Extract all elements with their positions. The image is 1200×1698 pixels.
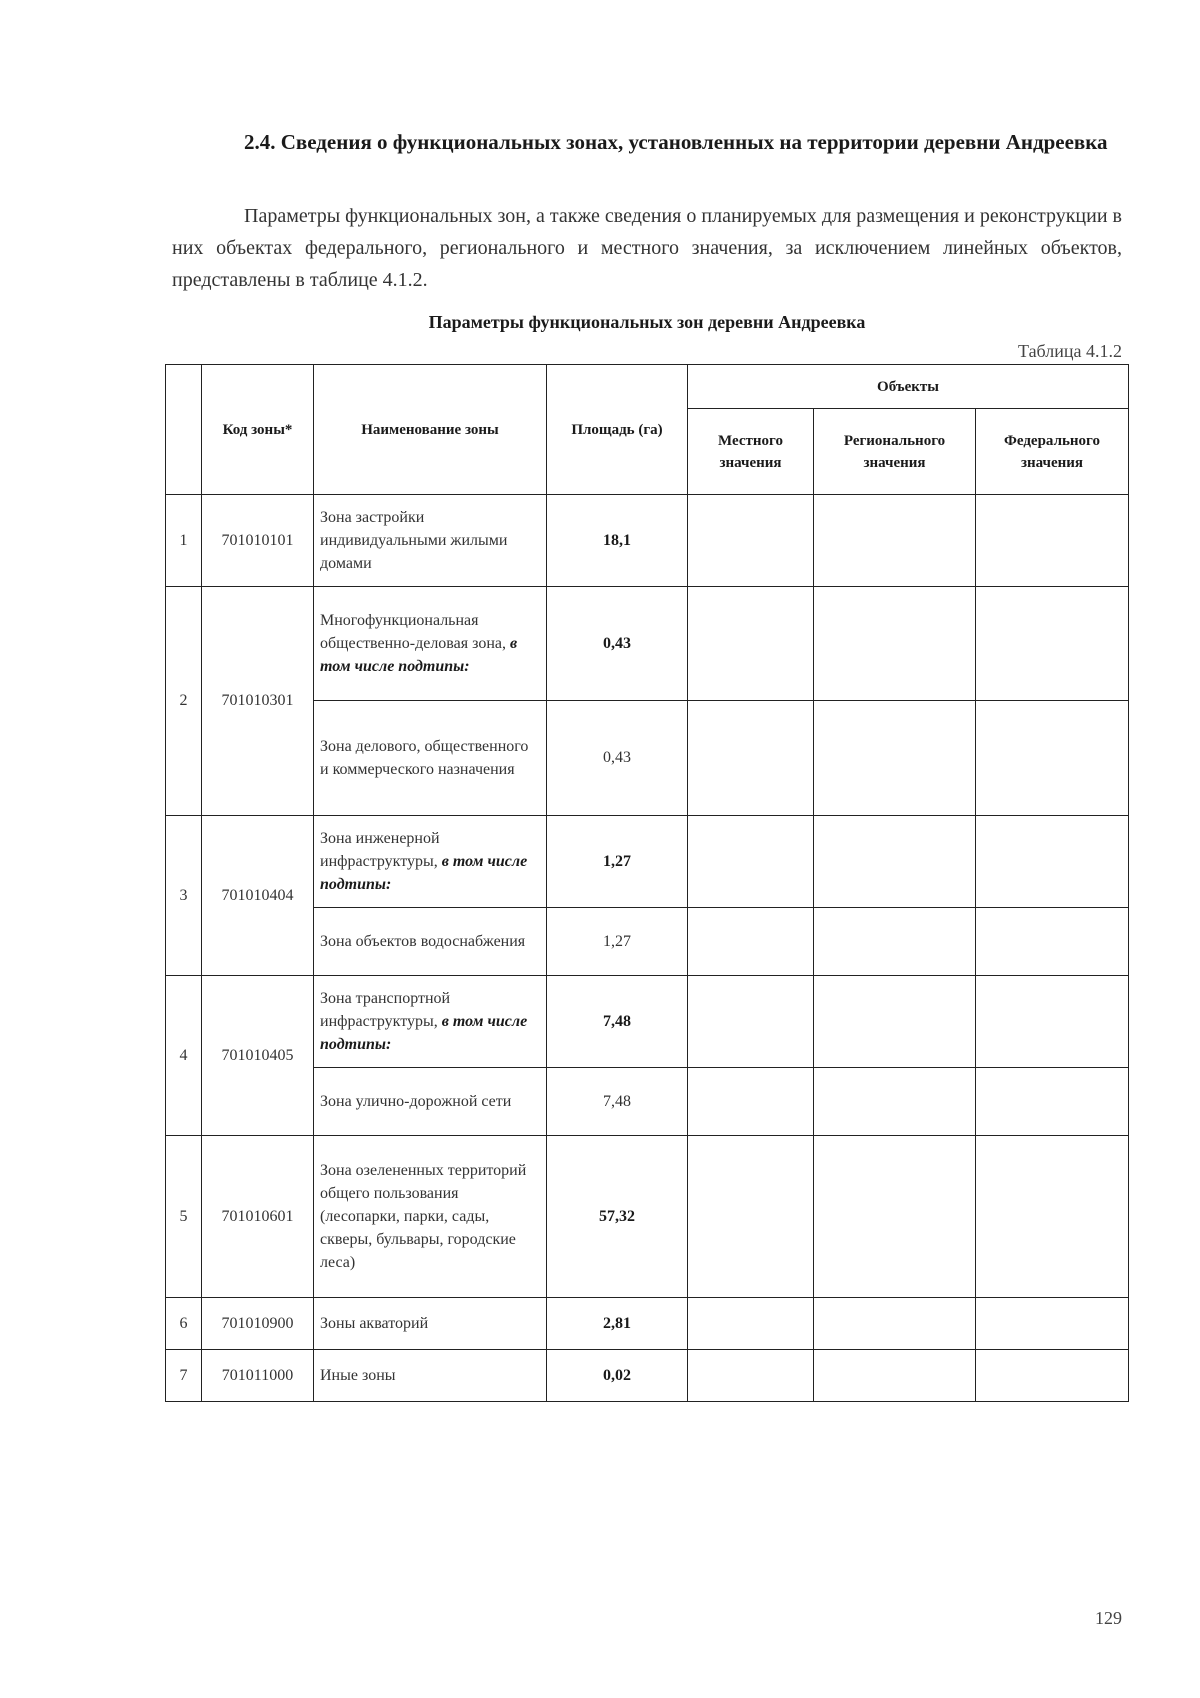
objects-federal-cell [976,1350,1129,1402]
zone-name-text: Зона инженерной инфраструктуры, [320,830,440,870]
zone-code: 701010900 [202,1298,314,1350]
zone-code: 701010405 [202,976,314,1136]
objects-local-cell [688,1298,814,1350]
zone-name [314,816,547,908]
table-row [166,1298,1129,1350]
objects-regional-cell [814,587,976,701]
objects-local-cell [688,587,814,701]
header-number [166,365,202,495]
table-title: Параметры функциональных зон деревни Андреевка [428,312,866,332]
table-row [166,976,1129,1068]
zone-area: 0,02 [547,1350,688,1402]
zone-code: 701011000 [202,1350,314,1402]
subtype-note: в том числе подтипы: [320,635,518,675]
objects-federal-cell [976,816,1129,908]
objects-regional-cell [814,908,976,976]
row-number: 4 [166,976,202,1136]
objects-regional-cell [814,701,976,816]
zone-code: 701010301 [202,587,314,816]
zone-name-text: Зона транспортной инфраструктуры, [320,990,451,1030]
table-row [166,1350,1129,1402]
zone-name [314,976,547,1068]
row-number: 7 [166,1350,202,1402]
objects-federal-cell [976,495,1129,587]
header-objects: Объекты [688,365,1129,409]
table-number: Таблица 4.1.2 [1018,341,1122,361]
table-row [166,587,1129,701]
subzone-area: 7,48 [547,1068,688,1136]
row-number: 1 [166,495,202,587]
table-row [166,1136,1129,1298]
objects-federal-cell [976,701,1129,816]
zone-name: Зона застройки индивидуальными жилыми домами [314,495,547,587]
header-name: Наименование зоны [314,365,547,495]
zone-code: 701010101 [202,495,314,587]
subzone-area: 0,43 [547,701,688,816]
table-row [166,495,1129,587]
zone-area: 7,48 [547,976,688,1068]
objects-regional-cell [814,1298,976,1350]
table-row [166,816,1129,908]
objects-local-cell [688,908,814,976]
row-number: 2 [166,587,202,816]
subtype-note: в том числе подтипы: [320,853,528,893]
row-number: 5 [166,1136,202,1298]
objects-regional-cell [814,1350,976,1402]
objects-regional-cell [814,1136,976,1298]
zone-area: 2,81 [547,1298,688,1350]
objects-local-cell [688,701,814,816]
subzone-area: 1,27 [547,908,688,976]
row-number: 6 [166,1298,202,1350]
header-local: Местного значения [688,409,814,495]
objects-local-cell [688,816,814,908]
objects-federal-cell [976,908,1129,976]
header-code: Код зоны* [202,365,314,495]
intro-paragraph: Параметры функциональных зон, а также сведения о планируемых для размещения и реконструкции в них объектах федерального, регионального и местного значения, за исключением линейных объектов, представлены в таблице 4.1.2. [172,205,1122,291]
objects-regional-cell [814,1068,976,1136]
subtype-note: в том числе подтипы: [320,1013,528,1053]
zone-name: Зоны акваторий [314,1298,547,1350]
zone-area: 1,27 [547,816,688,908]
objects-local-cell [688,1068,814,1136]
zone-name: Зона озелененных территорий общего пользования (лесопарки, парки, сады, скверы, бульвары, городские леса) [314,1136,547,1298]
objects-regional-cell [814,976,976,1068]
zone-area: 0,43 [547,587,688,701]
zone-area: 18,1 [547,495,688,587]
objects-local-cell [688,1136,814,1298]
objects-federal-cell [976,1068,1129,1136]
row-number: 3 [166,816,202,976]
objects-federal-cell [976,1298,1129,1350]
page-number: 129 [1095,1608,1122,1628]
zone-area: 57,32 [547,1136,688,1298]
subzone-name: Зона делового, общественного и коммерческого назначения [314,701,547,816]
zone-code: 701010404 [202,816,314,976]
header-federal: Федерального значения [976,409,1129,495]
objects-federal-cell [976,976,1129,1068]
zone-name [314,587,547,701]
zone-code: 701010601 [202,1136,314,1298]
objects-local-cell [688,1350,814,1402]
zone-name: Иные зоны [314,1350,547,1402]
objects-local-cell [688,495,814,587]
objects-federal-cell [976,587,1129,701]
header-area: Площадь (га) [547,365,688,495]
objects-regional-cell [814,816,976,908]
objects-local-cell [688,976,814,1068]
subzone-name: Зона объектов водоснабжения [314,908,547,976]
subzone-name: Зона улично-дорожной сети [314,1068,547,1136]
objects-regional-cell [814,495,976,587]
header-regional: Регионального значения [814,409,976,495]
section-heading: 2.4. Сведения о функциональных зонах, установленных на территории деревни Андреевка [244,130,1108,154]
objects-federal-cell [976,1136,1129,1298]
zone-name-text: Многофункциональная общественно-деловая зона, [320,612,506,652]
zones-table [165,364,1129,1402]
